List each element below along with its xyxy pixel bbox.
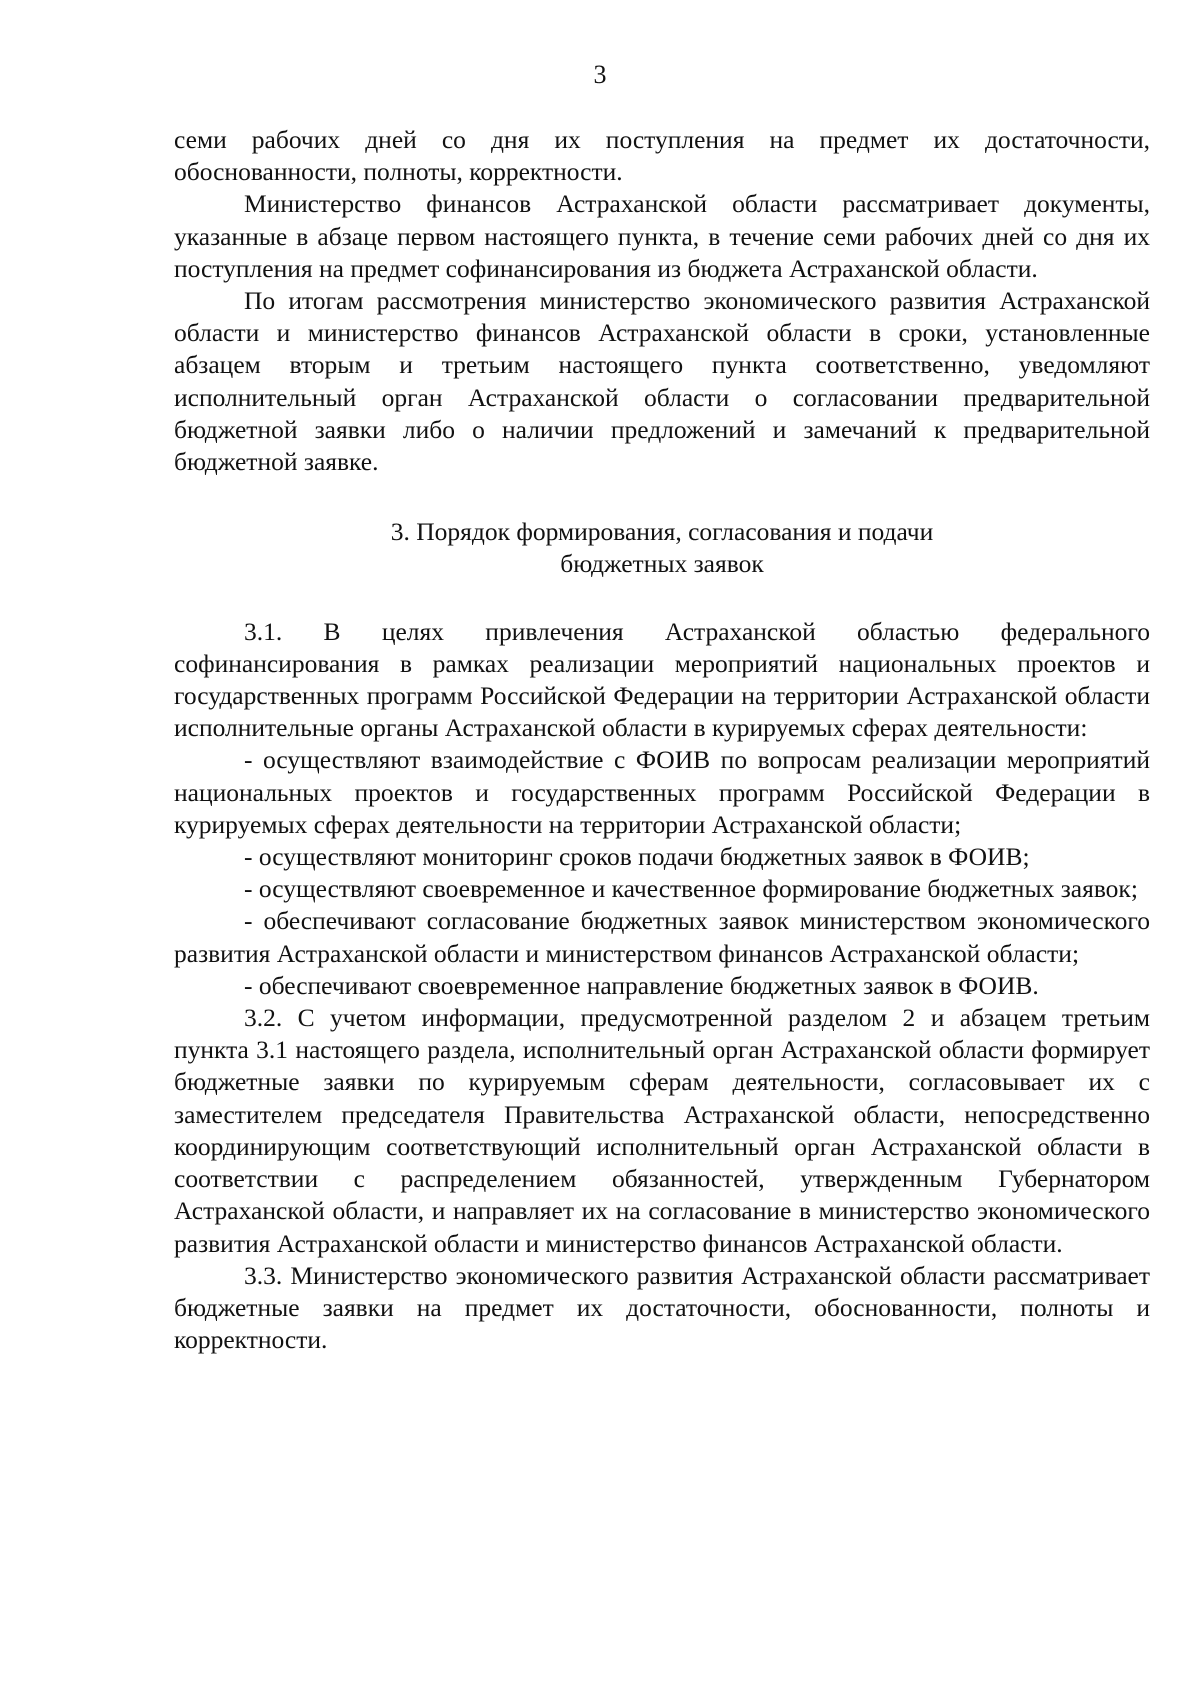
paragraph: Министерство финансов Астраханской области рассматривает документы, указанные в абзаце первом настоящего пункта, в течение семи рабочих дней со дня их поступления на предмет софинансирования из бюджета Астраханской области. <box>174 189 1150 283</box>
list-item: - осуществляют взаимодействие с ФОИВ по вопросам реализации мероприятий национальных проектов и государственных программ Российской Федерации в курируемых сферах деятельности на территории Астраханской области; <box>174 745 1150 839</box>
page-number: 3 <box>593 60 607 89</box>
document-body <box>174 124 1150 1356</box>
list-item: - осуществляют мониторинг сроков подачи бюджетных заявок в ФОИВ; <box>244 842 1030 872</box>
section-heading-line: 3. Порядок формирования, согласования и подачи <box>390 517 934 547</box>
section-heading-line: бюджетных заявок <box>560 549 764 579</box>
list-item: - осуществляют своевременное и качественное формирование бюджетных заявок; <box>244 874 1138 904</box>
paragraph: 3.1. В целях привлечения Астраханской областью федерального софинансирования в рамках реализации мероприятий национальных проектов и государственных программ Российской Федерации на территории Астраханской области исполнительные органы Астраханской области в курируемых сферах деятельности: <box>174 616 1150 743</box>
section-heading <box>174 516 1150 580</box>
list-item: - обеспечивают своевременное направление бюджетных заявок в ФОИВ. <box>244 970 1039 1000</box>
paragraph: семи рабочих дней со дня их поступления на предмет их достаточности, обоснованности, полноты, корректности. <box>174 125 1150 187</box>
paragraph: 3.2. С учетом информации, предусмотренной разделом 2 и абзацем третьим пункта 3.1 настоящего раздела, исполнительный орган Астраханской области формирует бюджетные заявки по курируемым сферам деятельности, согласовывает их с заместителем председателя Правительства Астраханской области, непосредственно координирующим соответствующий исполнительный орган Астраханской области в соответствии с распределением обязанностей, утвержденным Губернатором Астраханской области, и направляет их на согласование в министерство экономического развития Астраханской области и министерство финансов Астраханской области. <box>174 1003 1150 1258</box>
paragraph: 3.3. Министерство экономического развития Астраханской области рассматривает бюджетные заявки на предмет их достаточности, обоснованности, полноты и корректности. <box>174 1260 1150 1355</box>
list-item: - обеспечивают согласование бюджетных заявок министерством экономического развития Астраханской области и министерством финансов Астраханской области; <box>174 906 1150 968</box>
paragraph: По итогам рассмотрения министерство экономического развития Астраханской области и министерство финансов Астраханской области в сроки, установленные абзацем вторым и третьим настоящего пункта соответственно, уведомляют исполнительный орган Астраханской области о согласовании предварительной бюджетной заявки либо о наличии предложений и замечаний к предварительной бюджетной заявке. <box>174 286 1150 477</box>
